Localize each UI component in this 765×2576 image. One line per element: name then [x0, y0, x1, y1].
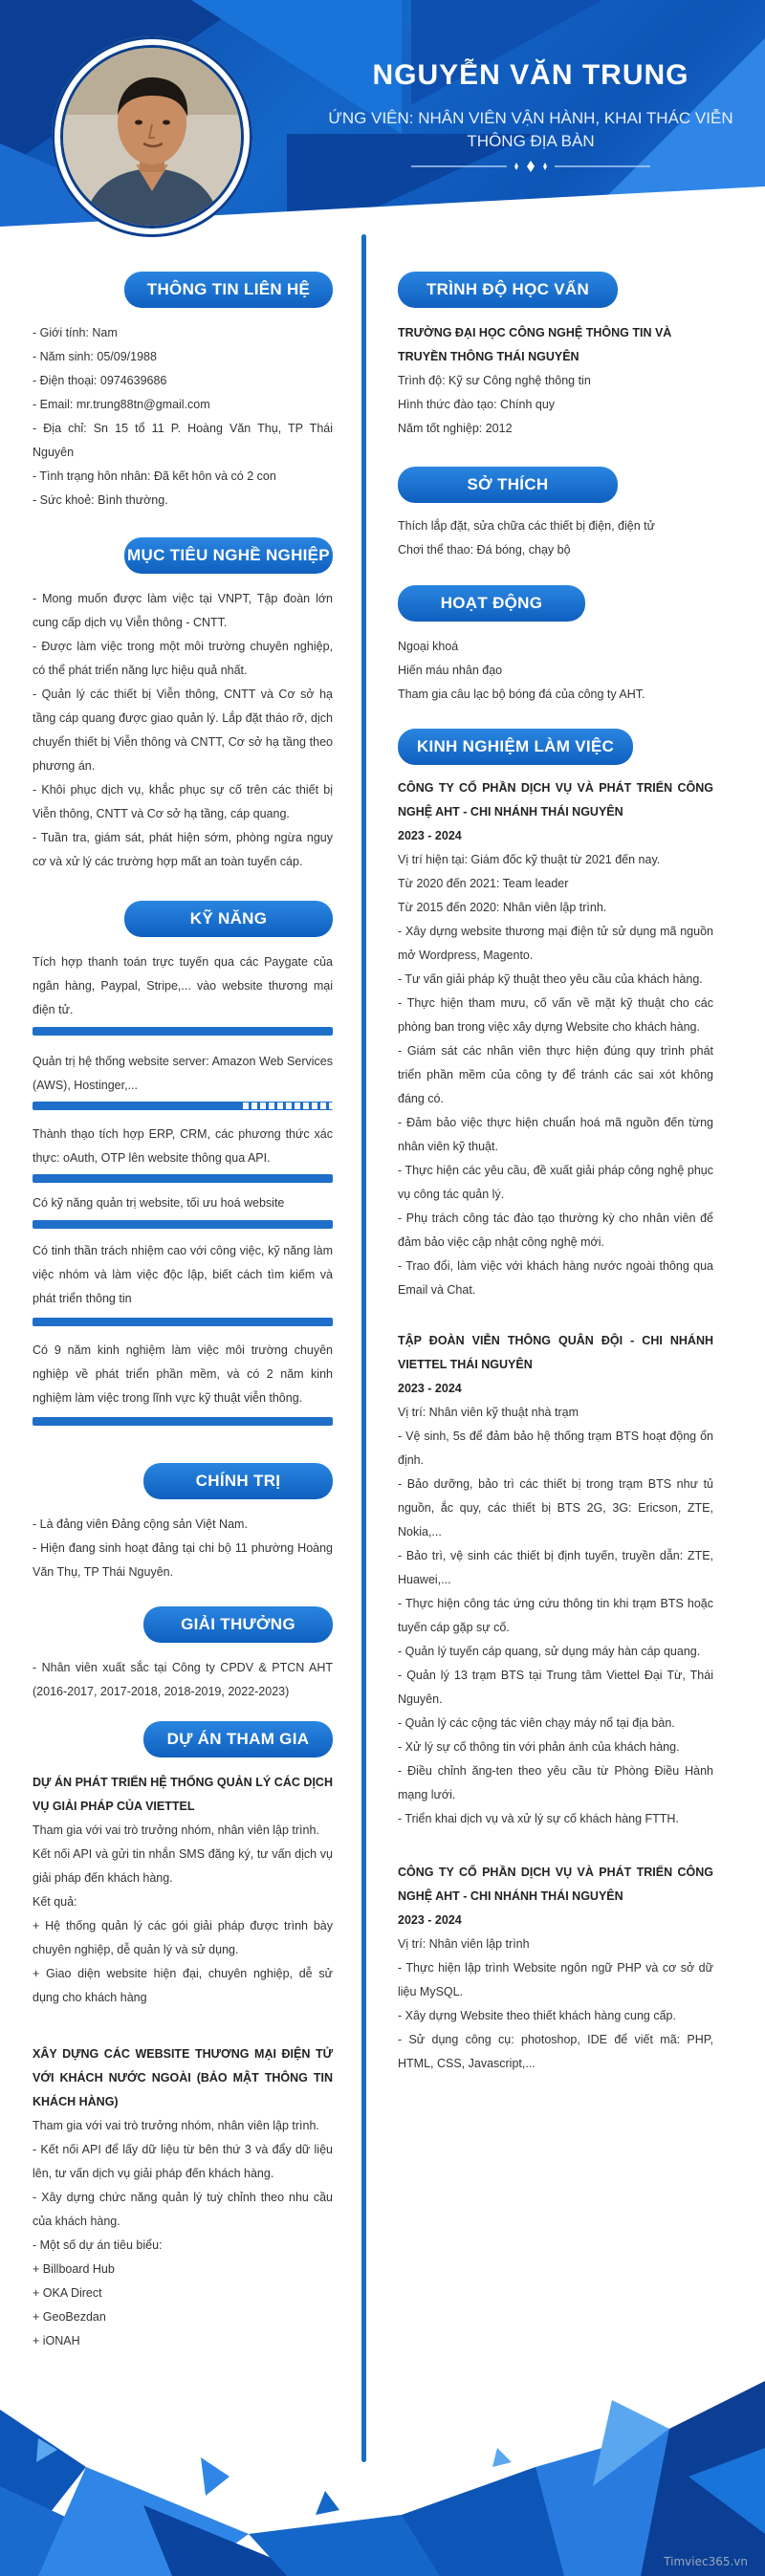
skill-bar-gap — [260, 1102, 266, 1109]
project-1-item: + Hệ thống quản lý các gói giải pháp được trình bày chuyên nghiệp, dễ quản lý và sử dụng. — [33, 1919, 333, 1956]
company-item: - Thực hiện công tác ứng cứu thông tin khi trạm BTS hoặc tuyến cáp gặp sự cố. — [398, 1597, 713, 1634]
company-item: - Thực hiện tham mưu, cố vấn về mặt kỹ thuật cho các phòng ban trong việc xây dựng Website cho khách hàng. — [398, 996, 713, 1034]
company-item: Từ 2015 đến 2020: Nhân viên lập trình. — [398, 901, 607, 914]
activity-item: Ngoại khoá — [398, 640, 459, 653]
politics-item: - Là đảng viên Đảng cộng sản Việt Nam. — [33, 1517, 248, 1531]
contact-gender: - Giới tính: Nam — [33, 326, 118, 339]
projects-title: DỰ ÁN THAM GIA — [143, 1721, 333, 1757]
skills-title: KỸ NĂNG — [124, 901, 333, 937]
skill-text: Quản trị hệ thống website server: Amazon Web Services (AWS), Hostinger,... — [33, 1055, 333, 1092]
company-item: - Triển khai dịch vụ và xử lý sự cố khách hàng FTTH. — [398, 1812, 679, 1825]
star-icon — [543, 163, 547, 170]
objective-title: MỤC TIÊU NGHỀ NGHIỆP — [124, 537, 333, 574]
skill-bar-gap — [320, 1102, 326, 1109]
company-name: TẬP ĐOÀN VIỄN THÔNG QUÂN ĐỘI - CHI NHÁNH VIETTEL THÁI NGUYÊN — [398, 1334, 713, 1371]
company-item: Từ 2020 đến 2021: Team leader — [398, 877, 569, 890]
company-item: - Bảo dưỡng, bảo trì các thiết bị trong trạm BTS như tủ nguồn, ắc quy, các thiết bị BTS 2G, 3G: Ericson, ZTE, Nokia,... — [398, 1477, 713, 1539]
project-1-title: DỰ ÁN PHÁT TRIỂN HỆ THỐNG QUẢN LÝ CÁC DỊCH VỤ GIẢI PHÁP CỦA VIETTEL — [33, 1776, 333, 1813]
company-item: - Quản lý tuyến cáp quang, sử dụng máy hàn cáp quang. — [398, 1645, 701, 1658]
company-period: 2023 - 2024 — [398, 829, 462, 842]
company-name: CÔNG TY CỔ PHẦN DỊCH VỤ VÀ PHÁT TRIỂN CÔNG NGHỆ AHT - CHI NHÁNH THÁI NGUYÊN — [398, 781, 713, 819]
skill-bar-gap — [269, 1102, 274, 1109]
star-icon — [527, 161, 535, 172]
education-item: Hình thức đào tạo: Chính quy — [398, 398, 556, 411]
objective-item: - Khôi phục dịch vụ, khắc phục sự cố trên các thiết bị Viễn thông, CNTT và Cơ sở hạ tầng, cáp quang. — [33, 783, 333, 820]
company-period: 2023 - 2024 — [398, 1382, 462, 1395]
project-2-item: - Xây dựng chức năng quản lý tuỳ chỉnh theo nhu cầu của khách hàng. — [33, 2191, 333, 2228]
project-2-item: - Một số dự án tiêu biểu: — [33, 2238, 163, 2252]
skill-bar-gap — [277, 1102, 283, 1109]
project-2-item: + iONAH — [33, 2334, 80, 2347]
contact-birth: - Năm sinh: 05/09/1988 — [33, 350, 157, 363]
company-item: - Thực hiện các yêu cầu, đề xuất giải pháp công nghệ phục vụ công tác quản lý. — [398, 1164, 713, 1201]
avatar — [52, 36, 252, 237]
skill-text: Có tinh thần trách nhiệm cao với công việc, kỹ năng làm việc nhóm và làm việc độc lập, biết cách tìm kiếm và phát triển thông tin — [33, 1244, 333, 1305]
education-title: TRÌNH ĐỘ HỌC VẤN — [398, 272, 618, 308]
politics-list — [33, 1513, 333, 1584]
contact-email: - Email: mr.trung88tn@gmail.com — [33, 398, 210, 411]
education-block — [398, 321, 723, 441]
awards-list — [33, 1656, 333, 1704]
skill-text: Tích hợp thanh toán trực tuyến qua các Paygate của ngân hàng, Paypal, Stripe,... vào website thương mại điện tử. — [33, 955, 333, 1016]
politics-title: CHÍNH TRỊ — [143, 1463, 333, 1499]
skill-bar-gap — [303, 1102, 309, 1109]
skill-bar-gap — [312, 1102, 317, 1109]
objective-list — [33, 587, 333, 874]
company-item: - Tư vấn giải pháp kỹ thuật theo yêu cầu của khách hàng. — [398, 972, 703, 986]
contact-marital: - Tình trạng hôn nhân: Đã kết hôn và có 2 con — [33, 469, 276, 483]
skill-bar-gap — [243, 1102, 249, 1109]
stars-divider — [411, 161, 650, 172]
company-item: - Phụ trách công tác đào tạo thường kỳ cho nhân viên để đảm bảo việc cập nhật công nghệ mới. — [398, 1212, 713, 1249]
company-item: Vị trí hiện tại: Giám đốc kỹ thuật từ 2021 đến nay. — [398, 853, 661, 866]
contact-address: - Địa chỉ: Sn 15 tổ 11 P. Hoàng Văn Thụ, TP Thái Nguyên — [33, 422, 333, 459]
activity-item: Hiến máu nhân đạo — [398, 664, 503, 677]
project-2-item: Tham gia với vai trò trưởng nhóm, nhân viên lập trình. — [33, 2119, 319, 2132]
contact-list — [33, 321, 333, 513]
company-item: Vị trí: Nhân viên kỹ thuật nhà trạm — [398, 1406, 579, 1419]
company-item: - Giám sát các nhân viên thực hiện đúng quy trình phát triển phần mềm của công ty để tránh các sai xót không đáng có. — [398, 1044, 713, 1105]
skill-bar-gap — [329, 1102, 335, 1109]
awards-item: - Nhân viên xuất sắc tại Công ty CPDV & PTCN AHT (2016-2017, 2017-2018, 2018-2019, 2022-2023) — [33, 1661, 333, 1698]
hobby-item: Thích lắp đặt, sửa chữa các thiết bị điện, điện tử — [398, 519, 656, 533]
education-item: Trình độ: Kỹ sư Công nghệ thông tin — [398, 374, 591, 387]
skill-bar-gap — [286, 1102, 292, 1109]
candidate-role: ỨNG VIÊN: NHÂN VIÊN VẬN HÀNH, KHAI THÁC VIỄN THÔNG ĐỊA BÀN — [328, 109, 733, 150]
company-item: - Trao đổi, làm việc với khách hàng nước ngoài thông qua Email và Chat. — [398, 1259, 713, 1297]
company-item: - Quản lý các cộng tác viên chạy máy nổ tại địa bàn. — [398, 1716, 675, 1730]
company-item: Vị trí: Nhân viên lập trình — [398, 1937, 530, 1951]
contact-health: - Sức khoẻ: Bình thường. — [33, 493, 168, 507]
hobby-item: Chơi thể thao: Đá bóng, chạy bộ — [398, 543, 571, 557]
contact-phone: - Điện thoại: 0974639686 — [33, 374, 167, 387]
project-2-title: XÂY DỰNG CÁC WEBSITE THƯƠNG MẠI ĐIỆN TỬ VỚI KHÁCH NƯỚC NGOÀI (BẢO MẬT THÔNG TIN KHÁCH HÀNG) — [33, 2047, 333, 2108]
hobbies-list — [398, 514, 723, 562]
objective-item: - Quản lý các thiết bị Viễn thông, CNTT và Cơ sở hạ tầng cáp quang được giao quản lý. Lắp đặt tháo rỡ, dịch chuyển thiết bị Viễn thông và CNTT, Cơ sở hạ tầng theo phương án. — [33, 688, 333, 773]
project-1-item: Tham gia với vai trò trưởng nhóm, nhân viên lập trình. — [33, 1823, 319, 1837]
project-1 — [33, 1771, 333, 2010]
project-2-item: - Kết nối API để lấy dữ liệu từ bên thứ 3 và đẩy dữ liệu lên, tư vấn dịch vụ giải pháp đến khách hàng. — [33, 2143, 333, 2180]
experience-company-1 — [398, 776, 713, 1302]
skill-text: Có kỹ năng quản trị website, tối ưu hoá website — [33, 1196, 285, 1210]
project-2 — [33, 2042, 333, 2353]
activities-list — [398, 635, 723, 707]
skill-bar — [33, 1102, 333, 1110]
footer-decoration — [0, 2343, 765, 2576]
company-item: - Xây dựng Website theo thiết khách hàng cung cấp. — [398, 2009, 676, 2022]
project-2-item: + Billboard Hub — [33, 2262, 115, 2276]
company-item: - Thực hiện lập trình Website ngôn ngữ PHP và cơ sở dữ liệu MySQL. — [398, 1961, 713, 1998]
experience-company-2 — [398, 1329, 713, 1831]
company-item: - Sử dụng công cụ: photoshop, IDE để viết mã: PHP, HTML, CSS, Javascript,... — [398, 2033, 713, 2070]
column-divider — [361, 234, 366, 2462]
education-item: Năm tốt nghiệp: 2012 — [398, 422, 513, 435]
star-icon — [514, 163, 518, 170]
company-period: 2023 - 2024 — [398, 1913, 462, 1927]
experience-title: KINH NGHIỆM LÀM VIỆC — [398, 729, 633, 765]
politics-item: - Hiện đang sinh hoạt đảng tại chi bộ 11 phường Hoàng Văn Thụ, TP Thái Nguyên. — [33, 1541, 333, 1579]
project-1-item: + Giao diện website hiện đại, chuyên nghiệp, dễ sử dụng cho khách hàng — [33, 1967, 333, 2004]
hobbies-title: SỞ THÍCH — [398, 467, 618, 503]
skill-text: Có 9 năm kinh nghiệm làm việc môi trường chuyên nghiệp về phát triển phần mềm, và có 2 năm kinh nghiệm làm việc trong lĩnh vực kỹ thuật viễn thông. — [33, 1343, 333, 1405]
contact-title: THÔNG TIN LIÊN HỆ — [124, 272, 333, 308]
skill-bar-gap — [295, 1102, 300, 1109]
awards-title: GIẢI THƯỞNG — [143, 1606, 333, 1643]
project-2-item: + OKA Direct — [33, 2286, 102, 2300]
skill-bar — [33, 1220, 333, 1229]
avatar-portrait — [63, 48, 241, 226]
company-item: - Điều chỉnh ăng-ten theo yêu cầu từ Phòng Điều Hành mạng lưới. — [398, 1764, 713, 1801]
company-name: CÔNG TY CỔ PHẦN DỊCH VỤ VÀ PHÁT TRIỂN CÔNG NGHỆ AHT - CHI NHÁNH THÁI NGUYÊN — [398, 1866, 713, 1903]
company-item: - Xử lý sự cố thông tin với phản ánh của khách hàng. — [398, 1740, 680, 1754]
skill-bar — [33, 1417, 333, 1426]
activities-title: HOẠT ĐỘNG — [398, 585, 585, 622]
watermark: Timviec365.vn — [664, 2555, 748, 2568]
experience-company-3 — [398, 1861, 713, 2076]
objective-item: - Được làm việc trong một môi trường chuyên nghiệp, có thể phát triển năng lực hiệu quả nhất. — [33, 640, 333, 677]
education-school: TRƯỜNG ĐẠI HỌC CÔNG NGHỆ THÔNG TIN VÀ TRUYỀN THÔNG THÁI NGUYÊN — [398, 326, 672, 363]
skill-bar — [33, 1027, 333, 1036]
project-1-item: Kết quả: — [33, 1895, 77, 1909]
skill-text: Thành thạo tích hợp ERP, CRM, các phương thức xác thực: oAuth, OTP lên website thông qua API. — [33, 1127, 333, 1165]
project-2-item: + GeoBezdan — [33, 2310, 106, 2324]
activity-item: Tham gia câu lạc bộ bóng đá của công ty AHT. — [398, 688, 645, 701]
project-1-item: Kết nối API và gửi tin nhắn SMS đăng ký, tư vấn dịch vụ giải pháp đến khách hàng. — [33, 1847, 333, 1885]
objective-item: - Tuần tra, giám sát, phát hiện sớm, phòng ngừa nguy cơ và xử lý các trường hợp mất an toàn tuyến cáp. — [33, 831, 333, 868]
skill-bar-gap — [251, 1102, 257, 1109]
avatar-photo — [60, 45, 244, 229]
skill-bar — [33, 1174, 333, 1183]
company-item: - Đảm bảo việc thực hiện chuẩn hoá mã nguồn đến từng nhân viên kỹ thuật. — [398, 1116, 713, 1153]
candidate-name: NGUYỄN VĂN TRUNG — [372, 59, 689, 91]
skill-bar — [33, 1318, 333, 1326]
company-item: - Xây dựng website thương mại điện tử sử dụng mã nguồn mở Wordpress, Magento. — [398, 925, 713, 962]
company-item: - Bảo trì, vệ sinh các thiết bị định tuyến, truyền dẫn: ZTE, Huawei,... — [398, 1549, 713, 1586]
objective-item: - Mong muốn được làm việc tại VNPT, Tập đoàn lớn cung cấp dịch vụ Viễn thông - CNTT. — [33, 592, 333, 629]
company-item: - Vệ sinh, 5s để đảm bảo hệ thống trạm BTS hoạt động ổn định. — [398, 1430, 713, 1467]
company-item: - Quản lý 13 trạm BTS tại Trung tâm Viettel Đại Từ, Thái Nguyên. — [398, 1669, 713, 1706]
